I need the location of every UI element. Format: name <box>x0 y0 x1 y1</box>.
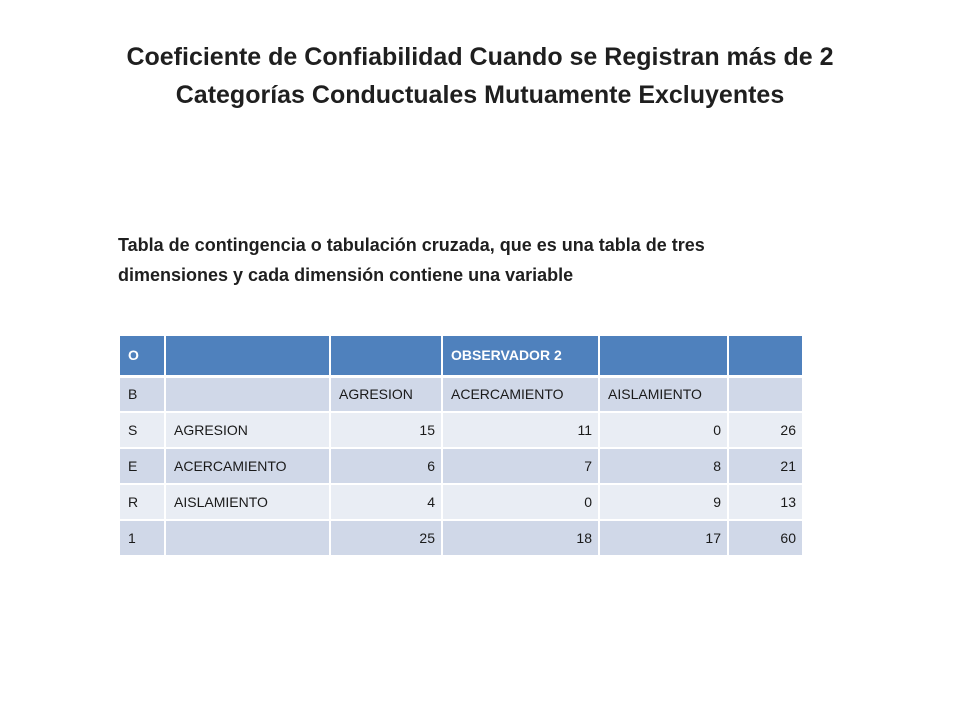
value-cell: 4 <box>330 484 442 520</box>
total-cell: 13 <box>728 484 803 520</box>
table-row <box>120 484 803 520</box>
total-cell: 18 <box>442 520 599 556</box>
column-label-cell: AISLAMIENTO <box>599 376 728 412</box>
table-description-line-1: Tabla de contingencia o tabulación cruzada, que es una tabla de tres <box>118 235 705 255</box>
row-label-cell: AGRESION <box>165 412 330 448</box>
header-cell-observador-2: OBSERVADOR 2 <box>442 336 599 376</box>
header-cell <box>599 336 728 376</box>
value-cell: 9 <box>599 484 728 520</box>
table-description-line-2: dimensiones y cada dimensión contiene una variable <box>118 265 574 285</box>
slide-title-line-1: Coeficiente de Confiabilidad Cuando se Registran más de 2 <box>126 43 834 71</box>
slide-title-line-2: Categorías Conductuales Mutuamente Excluyentes <box>175 81 785 109</box>
row-label-cell: ACERCAMIENTO <box>165 448 330 484</box>
table-header-row <box>120 336 803 376</box>
header-cell <box>165 336 330 376</box>
table-cell <box>165 376 330 412</box>
value-cell: 7 <box>442 448 599 484</box>
slide-title <box>40 38 920 114</box>
table-cell: 1 <box>120 520 165 556</box>
table-row <box>120 376 803 412</box>
table-row <box>120 448 803 484</box>
row-label-cell: AISLAMIENTO <box>165 484 330 520</box>
header-cell <box>330 336 442 376</box>
contingency-table <box>120 336 804 557</box>
value-cell: 8 <box>599 448 728 484</box>
table-cell: R <box>120 484 165 520</box>
value-cell: 0 <box>599 412 728 448</box>
column-label-cell: AGRESION <box>330 376 442 412</box>
value-cell: 0 <box>442 484 599 520</box>
grand-total-cell: 60 <box>728 520 803 556</box>
total-cell: 21 <box>728 448 803 484</box>
value-cell: 11 <box>442 412 599 448</box>
table-row-totals <box>120 520 803 556</box>
header-cell <box>728 336 803 376</box>
header-cell: O <box>120 336 165 376</box>
table-row <box>120 412 803 448</box>
table-description <box>118 230 838 290</box>
total-cell: 26 <box>728 412 803 448</box>
column-label-cell: ACERCAMIENTO <box>442 376 599 412</box>
table-cell: E <box>120 448 165 484</box>
total-cell: 25 <box>330 520 442 556</box>
table-cell <box>165 520 330 556</box>
table-cell <box>728 376 803 412</box>
total-cell: 17 <box>599 520 728 556</box>
table-cell: S <box>120 412 165 448</box>
table-cell: B <box>120 376 165 412</box>
value-cell: 6 <box>330 448 442 484</box>
value-cell: 15 <box>330 412 442 448</box>
